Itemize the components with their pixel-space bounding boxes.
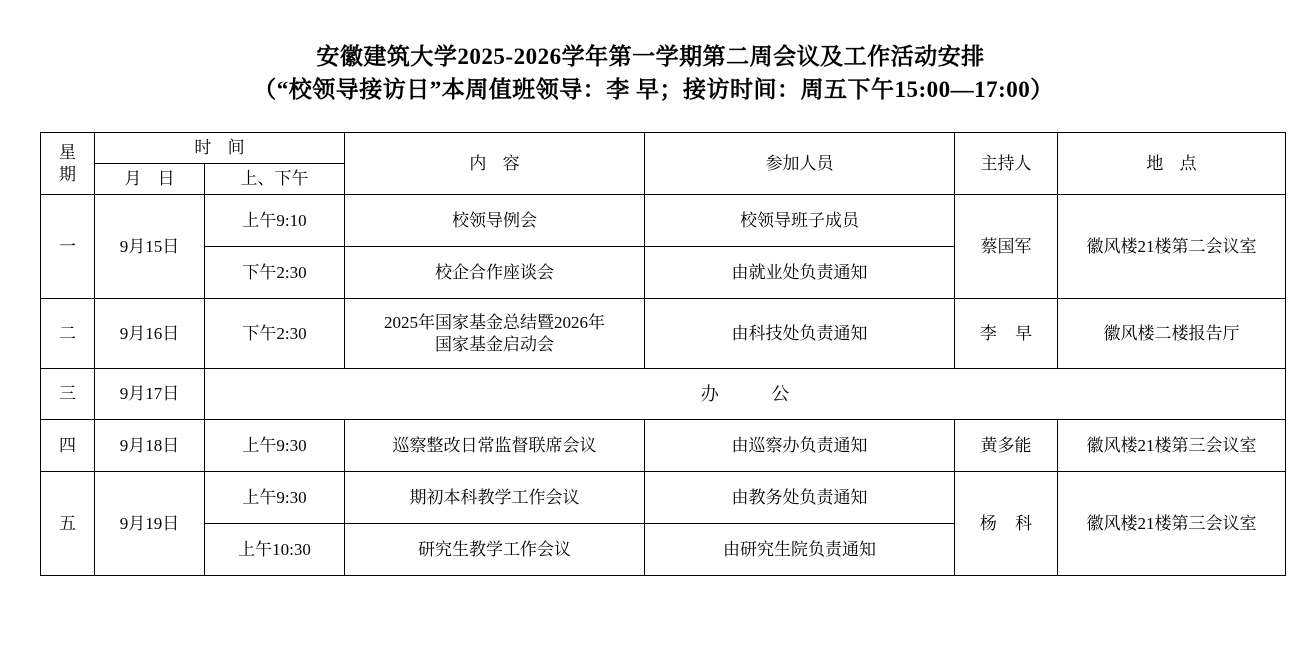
cell-week-3: 四 bbox=[41, 420, 95, 472]
cell-date-2: 9月17日 bbox=[95, 369, 205, 420]
cell-date-4: 9月19日 bbox=[95, 472, 205, 576]
cell-date-1: 9月16日 bbox=[95, 299, 205, 369]
cell-host-4: 杨 科 bbox=[955, 472, 1058, 576]
table-row bbox=[41, 472, 1286, 524]
table-row bbox=[41, 369, 1286, 420]
schedule-table-wrapper bbox=[0, 132, 1301, 576]
cell-date-0: 9月15日 bbox=[95, 195, 205, 299]
header-date: 月 日 bbox=[95, 164, 205, 195]
cell-people-4-0: 由教务处负责通知 bbox=[645, 472, 955, 524]
header-week bbox=[41, 133, 95, 195]
cell-week-1: 二 bbox=[41, 299, 95, 369]
cell-week-4: 五 bbox=[41, 472, 95, 576]
cell-content-4-1: 研究生教学工作会议 bbox=[345, 524, 645, 576]
cell-ampm-0-0: 上午9:10 bbox=[205, 195, 345, 247]
cell-content-0-0: 校领导例会 bbox=[345, 195, 645, 247]
header-week-line1: 星 bbox=[59, 142, 76, 162]
cell-content-3-0: 巡察整改日常监督联席会议 bbox=[345, 420, 645, 472]
header-people: 参加人员 bbox=[645, 133, 955, 195]
cell-people-4-1: 由研究生院负责通知 bbox=[645, 524, 955, 576]
header-content: 内 容 bbox=[345, 133, 645, 195]
cell-people-1-0: 由科技处负责通知 bbox=[645, 299, 955, 369]
cell-week-2: 三 bbox=[41, 369, 95, 420]
cell-content-0-1: 校企合作座谈会 bbox=[345, 247, 645, 299]
cell-host-0: 蔡国军 bbox=[955, 195, 1058, 299]
cell-host-1: 李 早 bbox=[955, 299, 1058, 369]
cell-content-1-0-line1: 2025年国家基金总结暨2026年 bbox=[384, 312, 605, 332]
cell-office-2: 办 公 bbox=[205, 369, 1286, 420]
cell-ampm-1-0: 下午2:30 bbox=[205, 299, 345, 369]
header-place: 地 点 bbox=[1058, 133, 1286, 195]
header-time-group: 时 间 bbox=[95, 133, 345, 164]
table-row bbox=[41, 420, 1286, 472]
cell-ampm-0-1: 下午2:30 bbox=[205, 247, 345, 299]
cell-week-0: 一 bbox=[41, 195, 95, 299]
cell-place-1: 徽风楼二楼报告厅 bbox=[1058, 299, 1286, 369]
cell-ampm-4-1: 上午10:30 bbox=[205, 524, 345, 576]
document-title: 安徽建筑大学2025-2026学年第一学期第二周会议及工作活动安排 bbox=[316, 44, 985, 69]
cell-ampm-3-0: 上午9:30 bbox=[205, 420, 345, 472]
document-subtitle: （“校领导接访日”本周值班领导：李 早；接访时间：周五下午15:00—17:00） bbox=[253, 77, 1054, 102]
header-week-line2: 期 bbox=[59, 164, 76, 184]
header-ampm: 上、下午 bbox=[205, 164, 345, 195]
cell-people-3-0: 由巡察办负责通知 bbox=[645, 420, 955, 472]
schedule-table bbox=[40, 132, 1286, 576]
cell-date-3: 9月18日 bbox=[95, 420, 205, 472]
table-row bbox=[41, 299, 1286, 369]
title-block bbox=[0, 0, 1301, 106]
table-row bbox=[41, 195, 1286, 247]
cell-content-1-0 bbox=[345, 299, 645, 369]
cell-people-0-0: 校领导班子成员 bbox=[645, 195, 955, 247]
cell-ampm-4-0: 上午9:30 bbox=[205, 472, 345, 524]
cell-host-3: 黄多能 bbox=[955, 420, 1058, 472]
cell-people-0-1: 由就业处负责通知 bbox=[645, 247, 955, 299]
cell-place-4: 徽风楼21楼第三会议室 bbox=[1058, 472, 1286, 576]
cell-content-1-0-line2: 国家基金启动会 bbox=[435, 334, 554, 354]
cell-place-3: 徽风楼21楼第三会议室 bbox=[1058, 420, 1286, 472]
header-host: 主持人 bbox=[955, 133, 1058, 195]
table-header-row-1 bbox=[41, 133, 1286, 164]
cell-place-0: 徽风楼21楼第二会议室 bbox=[1058, 195, 1286, 299]
cell-content-4-0: 期初本科教学工作会议 bbox=[345, 472, 645, 524]
